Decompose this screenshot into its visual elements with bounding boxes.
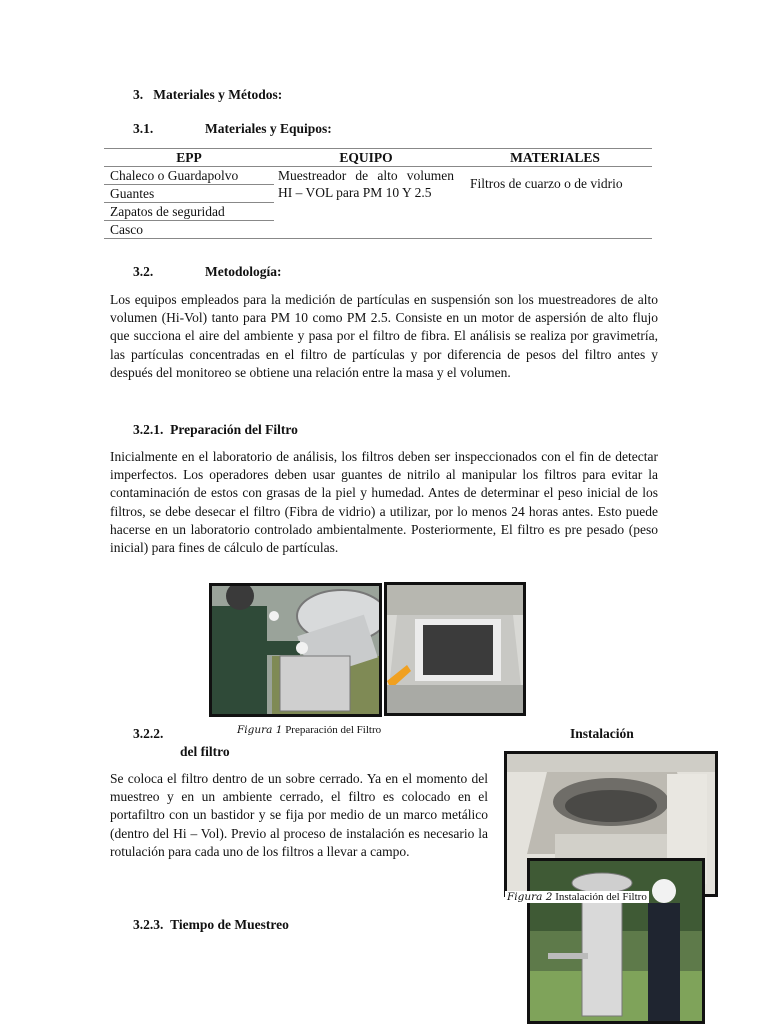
- paragraph-instalacion: Se coloca el filtro dentro de un sobre cerrado. Ya en el momento del muestreo y en un ambiente cerrado, el filtro es colocado en el portafiltro con un bastidor y se fija por medio de un marco metálico (dentro del Hi – Vol). Previo al proceso de instalación es necesario la rotulación para cada uno de los filtros a llevar a campo.: [110, 771, 488, 859]
- section-title: Materiales y Equipos:: [205, 121, 332, 136]
- section-number: 3.2.: [133, 264, 154, 279]
- epp-item: Zapatos de seguridad: [104, 203, 274, 221]
- figure-2-caption: [505, 891, 649, 903]
- epp-cell: [104, 167, 274, 239]
- heading-section-3-2: [133, 264, 153, 280]
- figure-label: Figura 2: [507, 891, 553, 903]
- figure-1-caption: [237, 724, 381, 736]
- table-header-row: [104, 149, 652, 167]
- figure-2-photo-bottom: [527, 858, 705, 1024]
- hi-vol-sampler-field-photo: [530, 861, 702, 1024]
- section-number: 3.1.: [133, 121, 154, 136]
- section-title-part-a: Instalación: [570, 726, 634, 741]
- section-title: Tiempo de Muestreo: [170, 917, 289, 932]
- epp-item: Casco: [110, 222, 143, 237]
- figure-1-photo-left: [209, 583, 382, 717]
- section-number: 3.2.2.: [133, 726, 164, 741]
- equipment-table: [104, 148, 652, 239]
- technician-filter-photo: [212, 586, 379, 714]
- section-number: 3.2.3.: [133, 917, 164, 932]
- filter-holder-photo: [387, 585, 523, 713]
- column-header-epp: EPP: [104, 149, 274, 167]
- figure-label: Figura 1: [237, 724, 283, 736]
- figure-1-photo-right: [384, 582, 526, 716]
- section-number: 3.: [133, 87, 144, 102]
- section-title: Preparación del Filtro: [170, 422, 298, 437]
- column-header-equipo: EQUIPO: [274, 149, 458, 167]
- heading-section-3-2-3: [133, 917, 289, 933]
- heading-section-3-2-1: [133, 422, 298, 438]
- table-row: [104, 167, 652, 239]
- equipo-cell: Muestreador de alto volumen HI – VOL para PM 10 Y 2.5: [278, 168, 454, 200]
- column-header-materiales: MATERIALES: [458, 149, 652, 167]
- materiales-cell: Filtros de cuarzo o de vidrio: [470, 176, 623, 191]
- paragraph-preparacion: Inicialmente en el laboratorio de análisis, los filtros deben ser inspeccionados con el fin de detectar imperfectos. Los operadores deben usar guantes de nitrilo al manipular los filtros para evitar la contaminación de estos con grasas de la piel y humedad. Antes de determinar el peso inicial de los filtros, se debe desecar el filtro (Fibra de vidrio) a utilizar, por lo menos 24 horas antes. Esto puede hacerse en un laboratorio controlado ambientalmente. Posteriormente, El filtro es pre pesado (peso inicial) para fines de cálculo de partículas.: [110, 449, 658, 556]
- section-number: 3.2.1.: [133, 422, 164, 437]
- figure-caption-text: Instalación del Filtro: [555, 891, 647, 903]
- section-title: Materiales y Métodos:: [153, 87, 283, 102]
- paragraph-metodologia: Los equipos empleados para la medición de partículas en suspensión son los muestreadores de alto volumen (Hi-Vol) tanto para PM 10 como PM 2.5. Consiste en un motor de aspersión de alto flujo que succiona el aire del ambiente y pasa por el filtro de fibra. El análisis se realiza por gravimetría, las partículas concentradas en el filtro de partículas y por diferencia de pesos del filtro antes y después del monitoreo se obtiene una relación entre la masa y el volumen.: [110, 292, 658, 380]
- section-title: Metodología:: [205, 264, 282, 279]
- section-title-part-b: del filtro: [180, 744, 230, 759]
- heading-section-3: [133, 87, 282, 103]
- epp-item: Chaleco o Guardapolvo: [104, 167, 274, 185]
- figure-caption-text: Preparación del Filtro: [285, 724, 382, 736]
- heading-section-3-2-2: [133, 726, 163, 742]
- epp-item: Guantes: [104, 185, 274, 203]
- heading-section-3-1: [133, 121, 153, 137]
